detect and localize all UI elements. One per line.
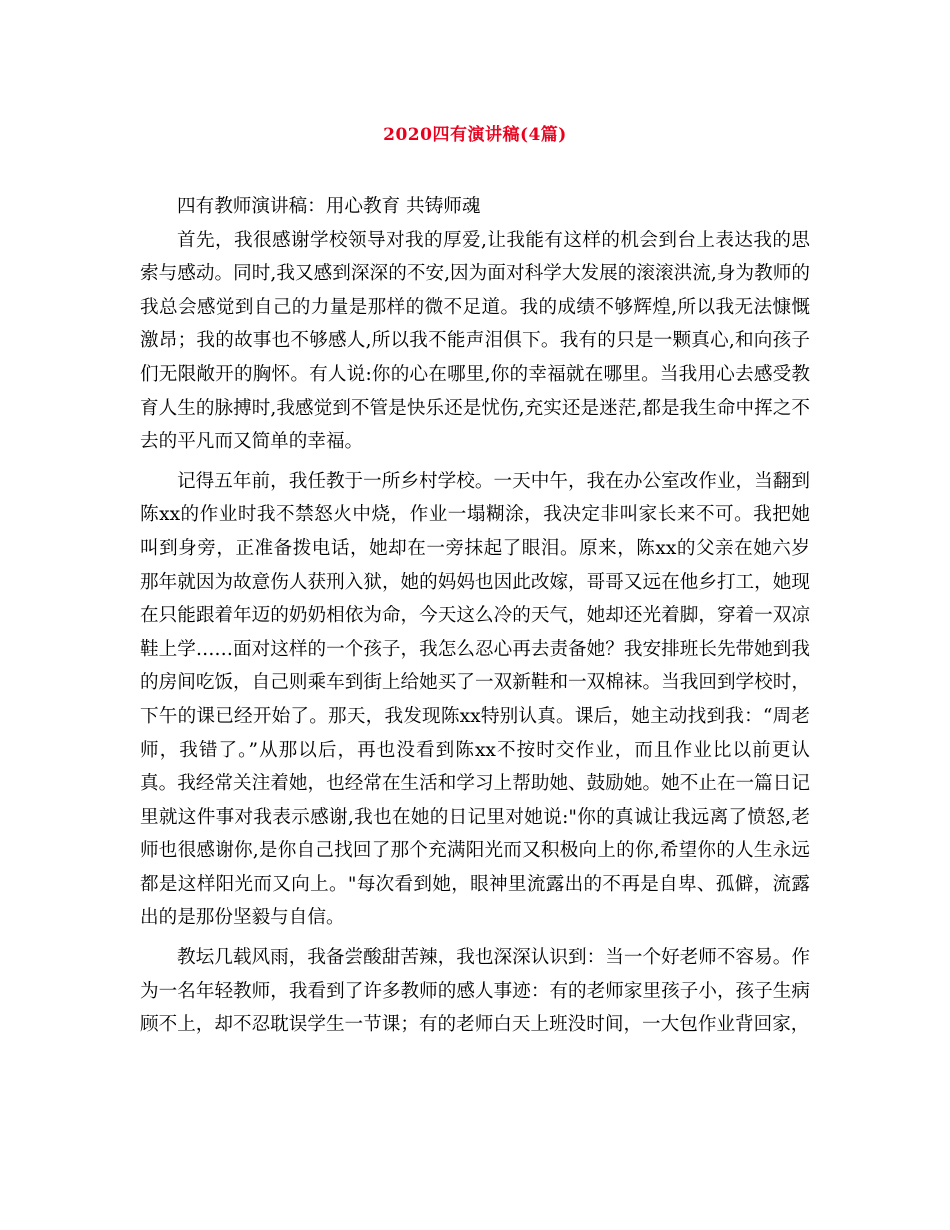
document-body: [140, 190, 810, 1042]
document-title: 2020四有演讲稿(4篇): [383, 125, 567, 145]
paragraph: 首先，我很感谢学校领导对我的厚爱,让我能有这样的机会到台上表达我的思索与感动。同时,我又感到深深的不安,因为面对科学大发展的滚滚洪流,身为教师的我总会感觉到自己的力量是那样的微不足道。我的成绩不够辉煌,所以我无法慷慨激昂；我的故事也不够感人,所以我不能声泪俱下。我有的只是一颗真心,和向孩子们无限敞开的胸怀。有人说:你的心在哪里,你的幸福就在哪里。当我用心去感受教育人生的脉搏时,我感觉到不管是快乐还是忧伤,充实还是迷茫,都是我生命中挥之不去的平凡而又简单的幸福。: [140, 229, 810, 453]
paragraph: 教坛几载风雨，我备尝酸甜苦辣，我也深深认识到：当一个好老师不容易。作为一名年轻教师，我看到了许多教师的感人事迹：有的老师家里孩子小，孩子生病顾不上，却不忍耽误学生一节课；有的老师白天上班没时间，一大包作业背回家，: [140, 947, 810, 1036]
document-subtitle: 四有教师演讲稿：用心教育 共铸师魂: [177, 196, 481, 217]
paragraph: 记得五年前，我任教于一所乡村学校。一天中午，我在办公室改作业，当翻到陈xx的作业时我不禁怒火中烧，作业一塌糊涂，我决定非叫家长来不可。我把她叫到身旁，正准备拨电话，她却在一旁抹起了眼泪。原来，陈xx的父亲在她六岁那年就因为故意伤人获刑入狱，她的妈妈也因此改嫁，哥哥又远在他乡打工，她现在只能跟着年迈的奶奶相依为命，今天这么冷的天气，她却还光着脚，穿着一双凉鞋上学……面对这样的一个孩子，我怎么忍心再去责备她？我安排班长先带她到我的房间吃饭，自己则乘车到街上给她买了一双新鞋和一双棉袜。当我回到学校时，下午的课已经开始了。那天，我发现陈xx特别认真。课后，她主动找到我：“周老师，我错了。”从那以后，再也没看到陈xx不按时交作业，而且作业比以前更认真。我经常关注着她，也经常在生活和学习上帮助她、鼓励她。她不止在一篇日记里就这件事对我表示感谢,我也在她的日记里对她说:"你的真诚让我远离了愤怒,老师也很感谢你,是你自己找回了那个充满阳光而又积极向上的你,希望你的人生永远都是这样阳光而又向上。"每次看到她，眼神里流露出的不再是自卑、孤僻，流露出的是那份坚毅与自信。: [140, 470, 810, 929]
